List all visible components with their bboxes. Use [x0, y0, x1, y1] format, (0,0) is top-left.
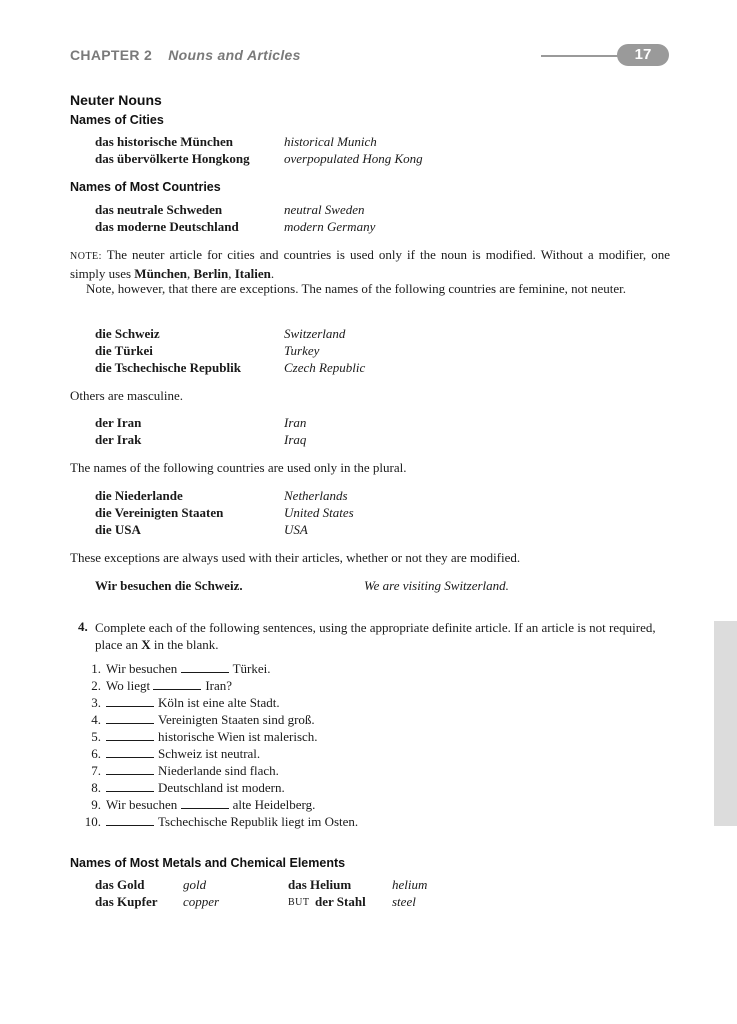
english-term: Switzerland	[284, 326, 346, 341]
item-suffix: Niederlande sind flach.	[158, 763, 279, 778]
item-number: 10.	[84, 814, 101, 829]
english-term: gold	[183, 877, 207, 892]
german-term: der Stahl	[315, 894, 366, 909]
instruction-text: in the blank.	[150, 637, 219, 652]
english-term: helium	[392, 877, 428, 892]
item-number: 8.	[91, 780, 101, 795]
german-term: der Irak	[95, 432, 142, 447]
item-number: 7.	[91, 763, 101, 778]
exercise-item	[79, 677, 232, 694]
item-suffix: historische Wien ist malerisch.	[158, 729, 318, 744]
exercise-item	[79, 694, 280, 711]
item-number: 9.	[91, 797, 101, 812]
item-prefix: Wir besuchen	[106, 797, 178, 812]
english-term: United States	[284, 505, 354, 520]
exercise-item	[79, 779, 285, 796]
german-term: die USA	[95, 522, 141, 537]
english-term: modern Germany	[284, 219, 376, 234]
german-example: Wir besuchen die Schweiz.	[95, 578, 243, 593]
exceptions-paragraph	[70, 280, 670, 297]
german-term: die Türkei	[95, 343, 153, 358]
item-prefix: Wo liegt	[106, 678, 151, 693]
item-suffix: alte Heidelberg.	[232, 797, 316, 812]
x-marker: X	[141, 637, 151, 652]
english-term: copper	[183, 894, 220, 909]
exercise-item	[79, 813, 358, 830]
item-prefix: Wir besuchen	[106, 661, 178, 676]
exercise-instructions	[95, 619, 671, 653]
item-suffix: Iran?	[205, 678, 233, 693]
german-term: die Schweiz	[95, 326, 160, 341]
thumb-tab	[714, 621, 737, 826]
german-term: das übervölkerte Hongkong	[95, 151, 250, 166]
item-number: 6.	[91, 746, 101, 761]
exercise-item	[79, 745, 260, 762]
city-name: Berlin	[193, 266, 229, 281]
item-suffix: Vereinigten Staaten sind groß.	[158, 712, 315, 727]
english-term: Iraq	[284, 432, 307, 447]
item-number: 5.	[91, 729, 101, 744]
english-term: USA	[284, 522, 308, 537]
but-label: BUT	[288, 897, 310, 908]
masculine-intro: Others are masculine.	[70, 388, 183, 403]
page-number-badge: 17	[617, 44, 669, 66]
item-suffix: Deutschland ist modern.	[158, 780, 285, 795]
item-suffix: Köln ist eine alte Stadt.	[158, 695, 280, 710]
german-term: der Iran	[95, 415, 142, 430]
answer-blank[interactable]	[153, 678, 201, 690]
answer-blank[interactable]	[106, 712, 154, 724]
german-term: das Helium	[288, 877, 352, 892]
item-number: 4.	[91, 712, 101, 727]
english-term: Netherlands	[284, 488, 348, 503]
exercise-item	[79, 796, 315, 813]
answer-blank[interactable]	[106, 814, 154, 826]
city-name: Italien	[234, 266, 271, 281]
answer-blank[interactable]	[181, 797, 229, 809]
german-term: die Tschechische Republik	[95, 360, 241, 375]
english-term: Iran	[284, 415, 307, 430]
city-name: München	[134, 266, 188, 281]
german-term: das Kupfer	[95, 894, 158, 909]
separator: ,	[228, 266, 235, 281]
separator: ,	[187, 266, 194, 281]
chapter-label: CHAPTER 2	[70, 47, 153, 63]
english-example: We are visiting Switzerland.	[364, 578, 509, 593]
note-paragraph	[70, 246, 670, 282]
english-term: steel	[392, 894, 416, 909]
exercise-item	[79, 762, 279, 779]
english-term: historical Munich	[284, 134, 377, 149]
item-suffix: Türkei.	[232, 661, 271, 676]
answer-blank[interactable]	[106, 695, 154, 707]
answer-blank[interactable]	[106, 746, 154, 758]
period: .	[270, 266, 275, 281]
cities-heading: Names of Cities	[70, 113, 164, 127]
exercise-item	[79, 711, 315, 728]
item-suffix: Schweiz ist neutral.	[158, 746, 261, 761]
german-term: das Gold	[95, 877, 145, 892]
metals-heading: Names of Most Metals and Chemical Elements	[70, 856, 346, 870]
english-term: neutral Sweden	[284, 202, 365, 217]
german-term: das moderne Deutschland	[95, 219, 239, 234]
exceptions-note: These exceptions are always used with their articles, whether or not they are modified.	[70, 550, 521, 565]
exercise-item	[79, 728, 318, 745]
english-term: overpopulated Hong Kong	[284, 151, 423, 166]
exercise-number: 4.	[78, 619, 88, 634]
note-label: NOTE:	[70, 251, 102, 262]
running-header	[70, 47, 301, 63]
instruction-text: Complete each of the following sentences, using the appropriate definite article. If an article is not required, place an	[95, 620, 656, 652]
answer-blank[interactable]	[106, 763, 154, 775]
exceptions-text: Note, however, that there are exceptions. The names of the following countries are feminine, not neuter.	[86, 281, 626, 296]
chapter-title: Nouns and Articles	[168, 47, 301, 63]
german-term: die Vereinigten Staaten	[95, 505, 224, 520]
countries-heading: Names of Most Countries	[70, 180, 221, 194]
german-term: das neutrale Schweden	[95, 202, 223, 217]
section-title: Neuter Nouns	[70, 92, 162, 108]
item-number: 3.	[91, 695, 101, 710]
answer-blank[interactable]	[181, 661, 229, 673]
plural-intro: The names of the following countries are used only in the plural.	[70, 460, 407, 475]
item-suffix: Tschechische Republik liegt im Osten.	[158, 814, 359, 829]
answer-blank[interactable]	[106, 729, 154, 741]
note-text: The neuter article for cities and countries is used only if the noun is modified. Without a modifier, one simply uses	[70, 247, 670, 281]
item-number: 2.	[91, 678, 101, 693]
german-term: die Niederlande	[95, 488, 183, 503]
item-number: 1.	[91, 661, 101, 676]
english-term: Turkey	[284, 343, 320, 358]
exercise-item	[79, 660, 270, 677]
english-term: Czech Republic	[284, 360, 366, 375]
answer-blank[interactable]	[106, 780, 154, 792]
german-term: das historische München	[95, 134, 233, 149]
